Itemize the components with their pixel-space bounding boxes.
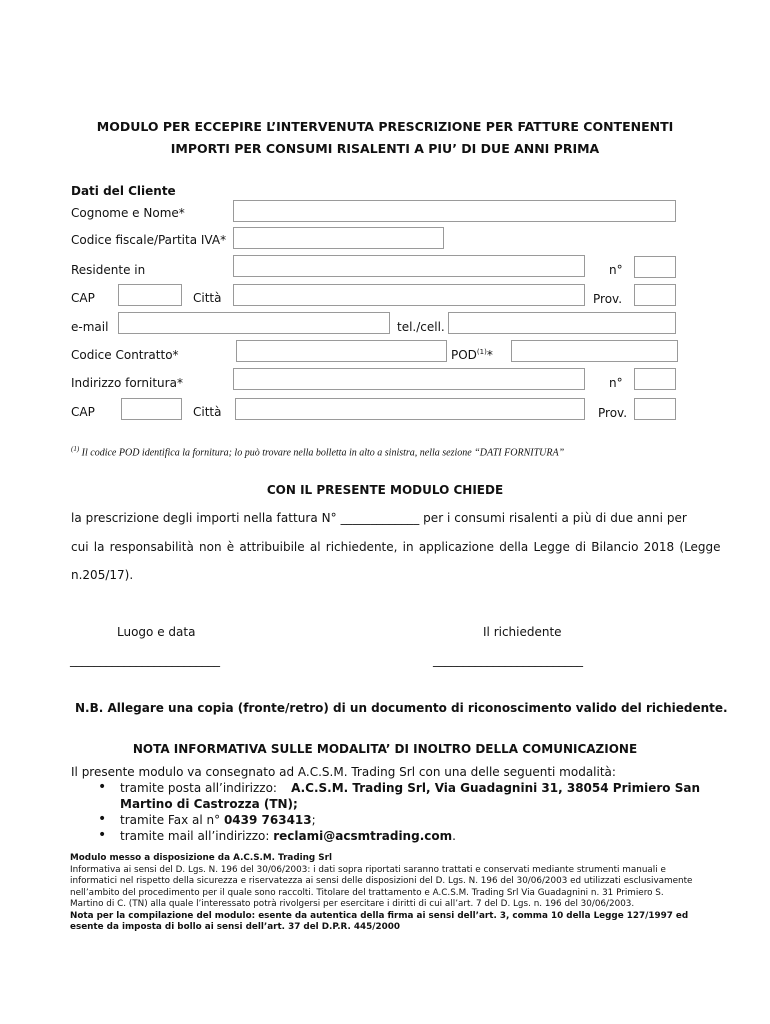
cap-label: CAP bbox=[71, 291, 95, 305]
privacy-line2: informatici nel rispetto della sicurezza e riservatezza ai sensi delle disposizioni del D. Lgs. N. 196 del 30/06/2003 ed utilizzati esclusivamente bbox=[70, 876, 693, 886]
applicant-signature-line[interactable]: _________________________ bbox=[433, 653, 583, 667]
email-field[interactable] bbox=[118, 312, 390, 334]
surname-name-field[interactable] bbox=[233, 200, 676, 222]
info-heading: NOTA INFORMATIVA SULLE MODALITA’ DI INOLTRO DELLA COMUNICAZIONE bbox=[132, 742, 638, 756]
applicant-label: Il richiedente bbox=[483, 625, 562, 639]
post-prefix: • tramite posta all’indirizzo: bbox=[120, 781, 277, 795]
footnote-marker: (1) bbox=[71, 445, 80, 453]
supply-cap-field[interactable] bbox=[121, 398, 182, 420]
footer-block bbox=[70, 853, 700, 934]
pod-label-text: POD bbox=[451, 348, 477, 362]
post-address-line1: A.C.S.M. Trading Srl, Via Guadagnini 31, 38054 Primiero San bbox=[291, 781, 700, 795]
email-label: e-mail bbox=[71, 320, 109, 334]
phone-field[interactable] bbox=[448, 312, 676, 334]
info-intro: Il presente modulo va consegnato ad A.C.S.M. Trading Srl con una delle seguenti modalità: bbox=[71, 765, 616, 779]
supply-city-field[interactable] bbox=[235, 398, 585, 420]
pod-required-mark: * bbox=[486, 348, 493, 362]
supply-number-field[interactable] bbox=[634, 368, 676, 390]
privacy-line4: Martino di C. (TN) alla quale l’interessato potrà rivolgersi per esercitare i diritti di cui all’art. 7 del D. Lgs. n. 196 del 30/06/2003. bbox=[70, 899, 635, 909]
resident-label: Residente in bbox=[71, 263, 146, 277]
nb-note: N.B. Allegare una copia (fronte/retro) di un documento di riconoscimento valido del richiedente. bbox=[75, 701, 728, 715]
supply-city-label: Città bbox=[193, 405, 222, 419]
supply-address-field[interactable] bbox=[233, 368, 585, 390]
city-field[interactable] bbox=[233, 284, 585, 306]
delivery-methods-list bbox=[96, 780, 700, 844]
contract-code-label: Codice Contratto* bbox=[71, 348, 179, 362]
request-line3: n.205/17). bbox=[71, 568, 134, 582]
delivery-method-post bbox=[96, 780, 700, 812]
fax-suffix: ; bbox=[311, 813, 316, 827]
pod-field[interactable] bbox=[511, 340, 678, 362]
supply-address-label: Indirizzo fornitura* bbox=[71, 376, 183, 390]
mail-prefix: tramite mail all’indirizzo: bbox=[120, 829, 270, 843]
city-label: Città bbox=[193, 291, 222, 305]
phone-label: tel./cell. bbox=[397, 320, 445, 334]
fiscal-code-label: Codice fiscale/Partita IVA* bbox=[71, 233, 227, 247]
surname-name-label: Cognome e Nome* bbox=[71, 206, 185, 220]
privacy-line1: Informativa ai sensi del D. Lgs. N. 196 del 30/06/2003: i dati sopra riportati saranno trattati e conservati mediante strumenti manuali e bbox=[70, 864, 666, 875]
supply-prov-field[interactable] bbox=[634, 398, 676, 420]
post-address-line2: Martino di Castrozza (TN); bbox=[120, 797, 298, 811]
pod-label bbox=[451, 348, 493, 362]
request-heading: CON IL PRESENTE MODULO CHIEDE bbox=[266, 483, 504, 497]
request-line1: la prescrizione degli importi nella fattura N° _____________ per i consumi risalenti a più di due anni per bbox=[71, 511, 687, 525]
note-line1: Nota per la compilazione del modulo: esente da autentica della firma ai sensi dell’art. 3, comma 10 della Legge 127/1997 ed bbox=[70, 910, 689, 921]
place-date-label: Luogo e data bbox=[117, 625, 196, 639]
request-line2: cui la responsabilità non è attribuibile al richiedente, in applicazione della Legge di Bilancio 2018 (Legge bbox=[71, 540, 721, 554]
fax-number[interactable]: 0439 763413 bbox=[223, 813, 312, 827]
pod-footnote-ref: (1) bbox=[476, 348, 487, 356]
place-date-line[interactable]: _________________________ bbox=[70, 653, 220, 667]
resident-field[interactable] bbox=[233, 255, 585, 277]
supply-prov-label: Prov. bbox=[598, 406, 628, 420]
fiscal-code-field[interactable] bbox=[233, 227, 444, 249]
prov-field[interactable] bbox=[634, 284, 676, 306]
post-line bbox=[120, 780, 700, 796]
contract-code-field[interactable] bbox=[236, 340, 447, 362]
fax-prefix: tramite Fax al n° bbox=[120, 813, 221, 827]
footnote-text: Il codice POD identifica la fornitura; lo può trovare nella bolletta in alto a sinistra, nella sezione “DATI FORNITURA” bbox=[81, 447, 565, 459]
form-title-line1: MODULO PER ECCEPIRE L’INTERVENUTA PRESCRIZIONE PER FATTURE CONTENENTI bbox=[96, 119, 674, 134]
delivery-method-fax bbox=[96, 812, 700, 828]
supply-number-label: n° bbox=[609, 376, 623, 390]
delivery-method-mail bbox=[96, 828, 700, 844]
supply-cap-label: CAP bbox=[71, 405, 95, 419]
note-line2: esente da imposta di bollo ai sensi dell’art. 37 del D.P.R. 445/2000 bbox=[70, 922, 400, 932]
prov-label: Prov. bbox=[593, 292, 623, 306]
client-section-title: Dati del Cliente bbox=[71, 184, 176, 198]
footer-title: Modulo messo a disposizione da A.C.S.M. Trading Srl bbox=[70, 853, 332, 863]
privacy-line3: nell’ambito del procedimento per il quale sono raccolti. Titolare del trattamento e A.C.S.M. Trading Srl Via Guadagnini n. 31 Primiero S. bbox=[70, 887, 664, 898]
mail-suffix: . bbox=[452, 829, 456, 843]
pod-footnote bbox=[71, 445, 564, 458]
cap-field[interactable] bbox=[118, 284, 182, 306]
mail-address-link[interactable]: reclami@acsmtrading.com bbox=[273, 829, 453, 843]
house-number-label: n° bbox=[609, 263, 623, 277]
form-title-line2: IMPORTI PER CONSUMI RISALENTI A PIU’ DI DUE ANNI PRIMA bbox=[170, 141, 600, 156]
house-number-field[interactable] bbox=[634, 256, 676, 278]
